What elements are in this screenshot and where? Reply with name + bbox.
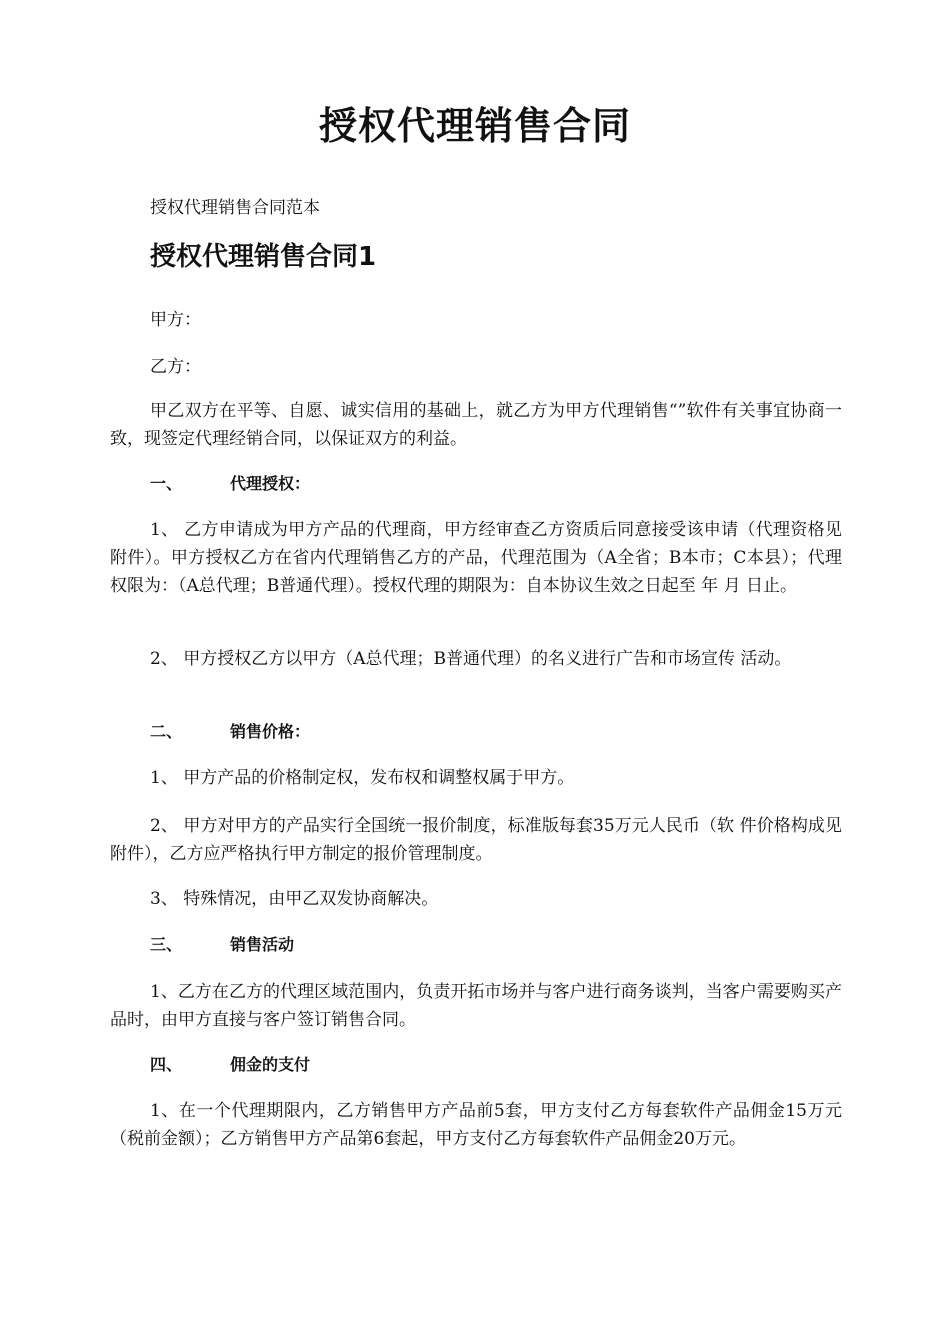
section-1-paragraph-1: 1、 乙方申请成为甲方产品的代理商，甲方经审查乙方资质后同意接受该申请（代理资格见附件）。甲方授权乙方在省内代理销售乙方的产品，代理范围为（A全省；B本市；C本县）；代理权限为：（A总代理；B普通代理）。授权代理的期限为：自本协议生效之日起至 年 月 日止。: [110, 520, 842, 596]
intro-paragraph: 甲乙双方在平等、自愿、诚实信用的基础上，就乙方为甲方代理销售“”软件有关事宜协商一致，现签定代理经销合同，以保证双方的利益。: [110, 401, 842, 449]
party-b-label: 乙方：: [150, 357, 201, 377]
section-heading-2: [150, 718, 310, 746]
section-heading-3: [150, 931, 294, 959]
section-title: 代理授权：: [230, 474, 311, 493]
section-1-paragraph-2: 2、 甲方授权乙方以甲方（A总代理；B普通代理）的名义进行广告和市场宣传 活动。: [150, 649, 792, 669]
section-number: 二、: [150, 722, 183, 741]
section-2-paragraph-2: 2、 甲方对甲方的产品实行全国统一报价制度，标准版每套35万元人民币（软 件价格构成见附件），乙方应严格执行甲方制定的报价管理制度。: [110, 816, 842, 864]
section-2-paragraph-1: 1、 甲方产品的价格制定权，发布权和调整权属于甲方。: [150, 768, 575, 788]
contract-subtitle: 授权代理销售合同1: [150, 242, 377, 272]
template-label: 授权代理销售合同范本: [150, 198, 320, 218]
section-number: 四、: [150, 1055, 183, 1074]
section-title: 销售价格：: [230, 722, 311, 741]
section-heading-4: [150, 1051, 310, 1079]
section-number: 三、: [150, 935, 183, 954]
document-title: 授权代理销售合同: [318, 104, 631, 148]
party-a-label: 甲方：: [150, 310, 201, 330]
section-title: 佣金的支付: [230, 1055, 311, 1074]
section-number: 一、: [150, 474, 183, 493]
section-2-paragraph-3: 3、 特殊情况，由甲乙双发协商解决。: [150, 889, 439, 909]
section-3-paragraph-1: 1、乙方在乙方的代理区域范围内，负责开拓市场并与客户进行商务谈判，当客户需要购买产品时，由甲方直接与客户签订销售合同。: [110, 982, 842, 1030]
section-4-paragraph-1: 1、在一个代理期限内，乙方销售甲方产品前5套，甲方支付乙方每套软件产品佣金15万元（税前金额）；乙方销售甲方产品第6套起，甲方支付乙方每套软件产品佣金20万元。: [110, 1101, 842, 1149]
section-title: 销售活动: [230, 935, 295, 954]
section-heading-1: [150, 470, 310, 498]
